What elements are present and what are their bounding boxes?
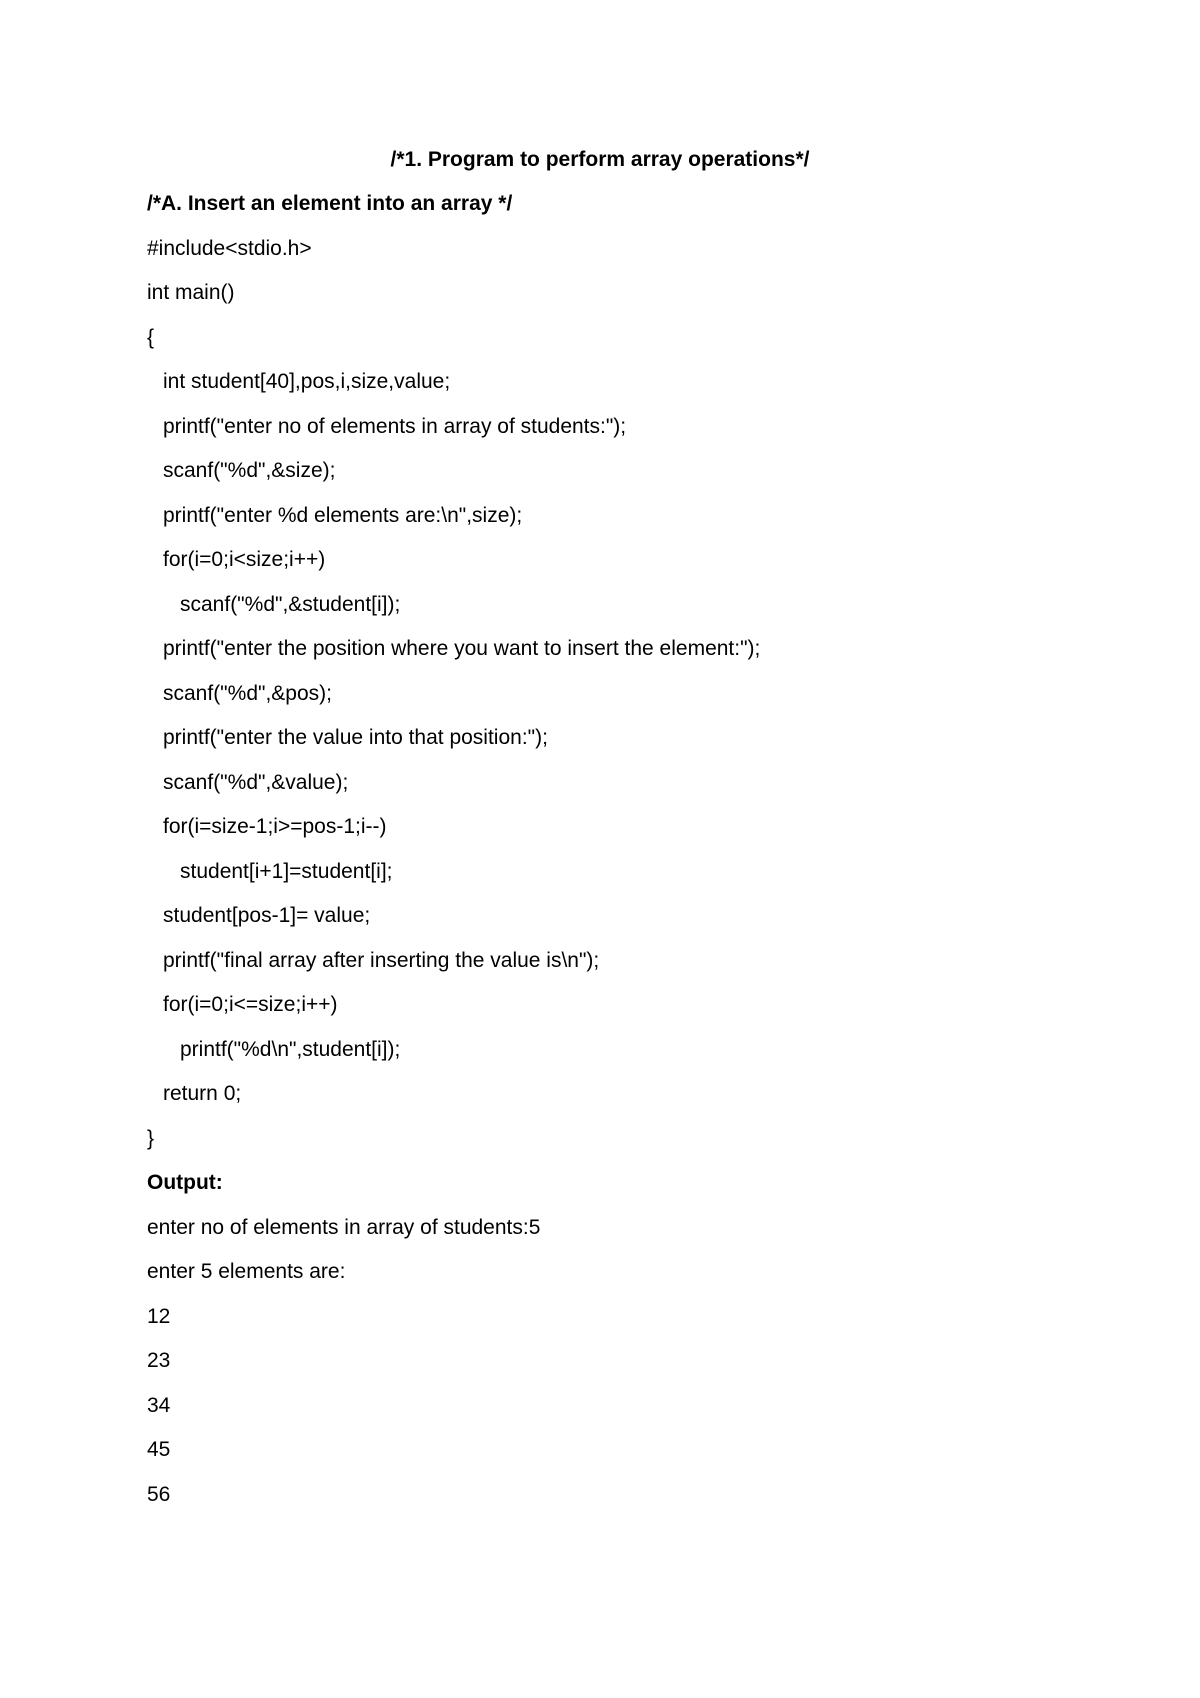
- code-line: for(i=size-1;i>=pos-1;i--): [163, 815, 387, 838]
- output-line: 45: [147, 1438, 171, 1461]
- code-line: scanf("%d",&pos);: [163, 681, 332, 705]
- output-line: 34: [147, 1393, 171, 1417]
- output-line: 56: [147, 1482, 171, 1506]
- code-line: printf("%d\n",student[i]);: [180, 1037, 401, 1061]
- code-line: scanf("%d",&value);: [163, 770, 349, 794]
- code-line: for(i=0;i<size;i++): [163, 548, 326, 571]
- document-title: /*1. Program to perform array operations*/: [390, 148, 810, 171]
- code-line: scanf("%d",&size);: [163, 459, 336, 482]
- code-line: printf("enter %d elements are:\n",size);: [163, 503, 523, 527]
- code-line: printf("enter no of elements in array of students:");: [163, 414, 627, 438]
- code-line: student[pos-1]= value;: [163, 904, 371, 927]
- output-heading: Output:: [147, 1171, 223, 1194]
- output-line: 12: [147, 1304, 171, 1328]
- code-line: printf("enter the value into that position:");: [163, 726, 548, 749]
- document-body: [147, 190, 1147, 1525]
- code-line: printf("enter the position where you want to insert the element:");: [163, 637, 761, 660]
- code-line: printf("final array after inserting the value is\n");: [163, 948, 600, 972]
- output-line: 23: [147, 1349, 171, 1372]
- code-line: #include<stdio.h>: [147, 236, 312, 260]
- code-line: int main(): [147, 281, 235, 304]
- code-line: student[i+1]=student[i];: [180, 859, 393, 883]
- code-line: int student[40],pos,i,size,value;: [163, 370, 451, 393]
- code-line: scanf("%d",&student[i]);: [180, 592, 401, 616]
- section-heading: /*A. Insert an element into an array */: [147, 192, 513, 215]
- code-line: for(i=0;i<=size;i++): [163, 993, 338, 1016]
- output-line: enter 5 elements are:: [147, 1260, 346, 1283]
- output-line: enter no of elements in array of students:5: [147, 1215, 541, 1239]
- code-line: return 0;: [163, 1082, 242, 1105]
- code-line: }: [147, 1126, 155, 1150]
- code-line: {: [147, 325, 155, 349]
